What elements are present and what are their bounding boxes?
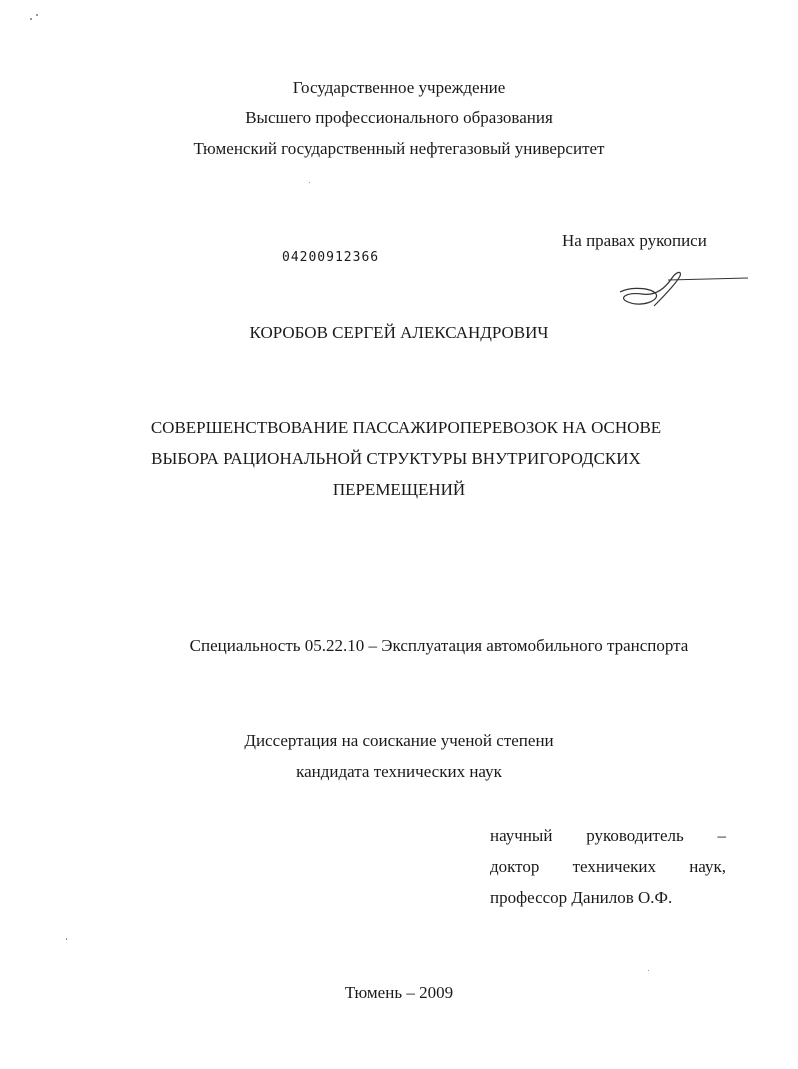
title-line-2: ВЫБОРА РАЦИОНАЛЬНОЙ СТРУКТУРЫ ВНУТРИГОРОДСКИХ (151, 449, 641, 468)
scan-speck (648, 970, 649, 971)
title-line-1: СОВЕРШЕНСТВОВАНИЕ ПАССАЖИРОПЕРЕВОЗОК НА ОСНОВЕ (150, 418, 662, 437)
signature (612, 268, 752, 310)
institution-line-2: Высшего профессионального образования (245, 108, 553, 127)
advisor-line-1: научный руководитель – (490, 826, 726, 845)
registry-number: 04200912366 (282, 250, 380, 265)
institution-line-1: Государственное учреждение (292, 78, 506, 97)
institution-line-3: Тюменский государственный нефтегазовый университет (193, 139, 605, 158)
scan-speck (30, 18, 32, 20)
title-line-3: ПЕРЕМЕЩЕНИЙ (332, 480, 466, 499)
dissertation-line-2: кандидата технических наук (296, 762, 502, 781)
manuscript-note: На правах рукописи (562, 231, 707, 250)
scan-speck (66, 938, 67, 940)
dissertation-line-1: Диссертация на соискание ученой степени (244, 731, 554, 750)
specialty: Специальность 05.22.10 – Эксплуатация автомобильного транспорта (189, 636, 689, 655)
author-name: КОРОБОВ СЕРГЕЙ АЛЕКСАНДРОВИЧ (249, 323, 549, 342)
scan-speck (36, 14, 38, 16)
advisor-line-2: доктор техничеких наук, (490, 857, 726, 876)
advisor-line-3: профессор Данилов О.Ф. (490, 888, 673, 907)
scan-speck (309, 182, 310, 183)
city-year: Тюмень – 2009 (344, 983, 454, 1002)
